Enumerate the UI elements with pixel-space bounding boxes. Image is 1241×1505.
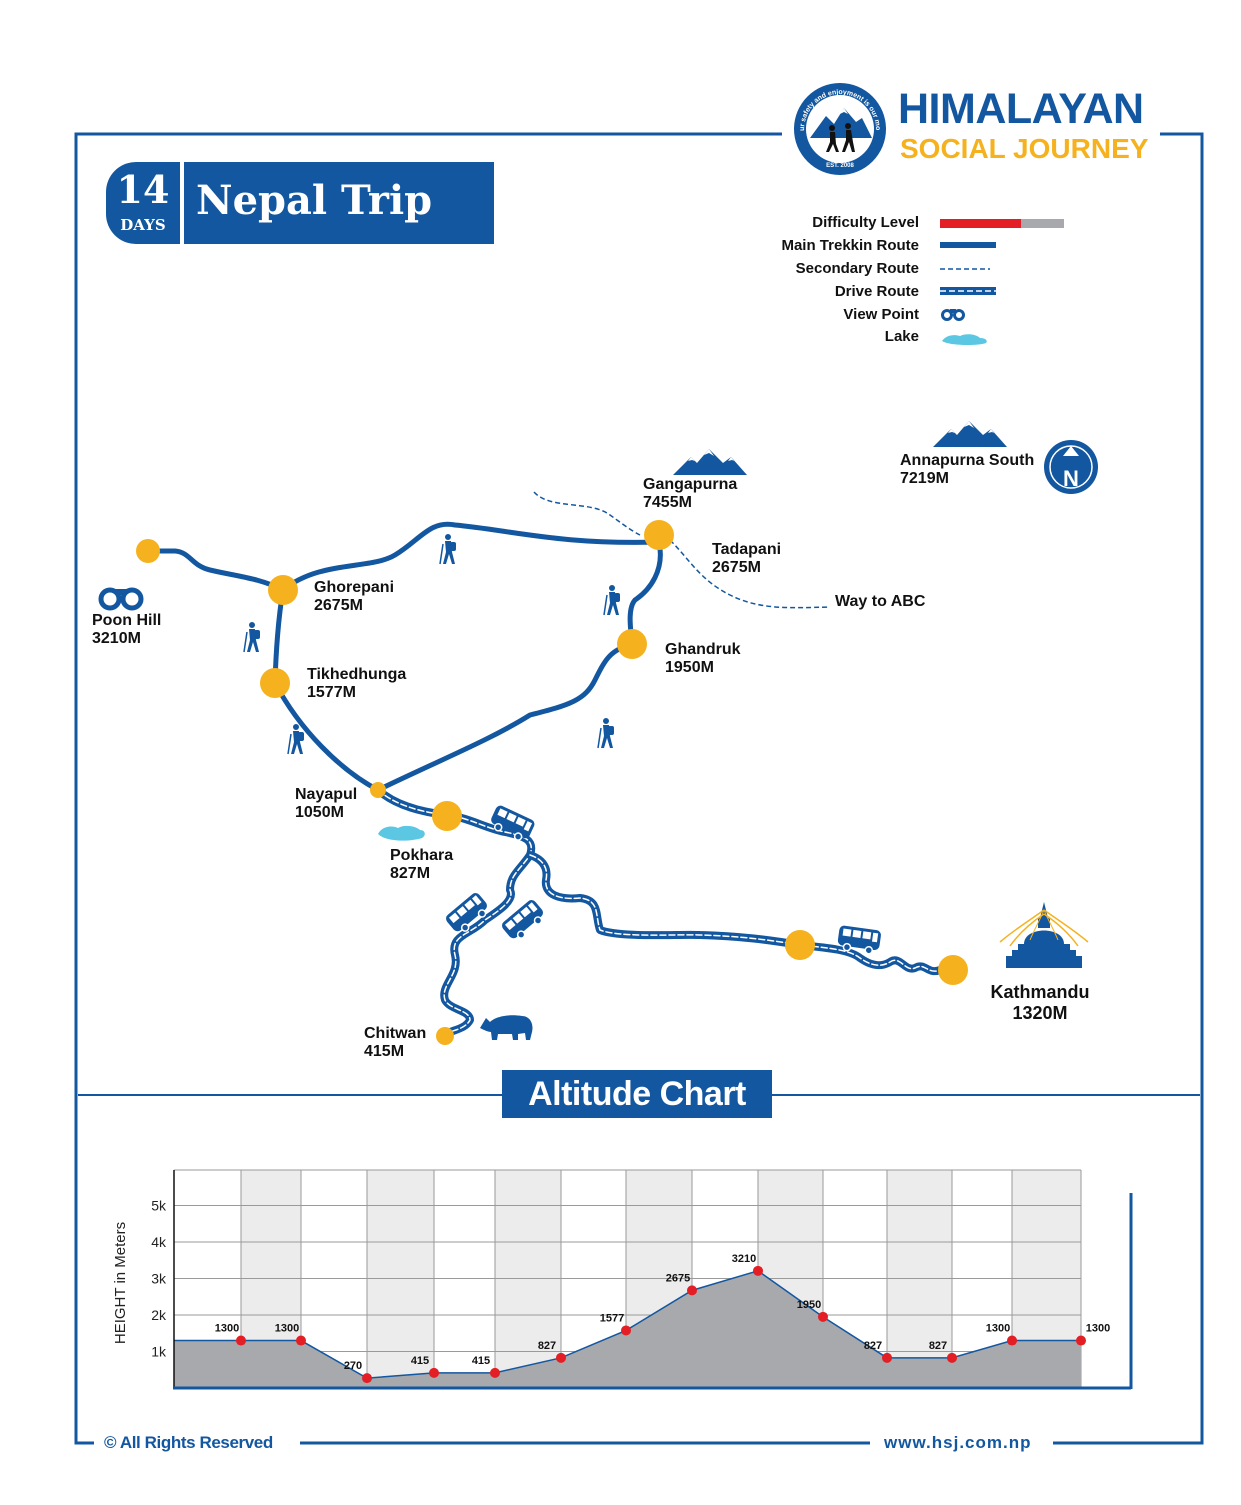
chart-y-tick-label: 3k (151, 1270, 166, 1287)
chart-y-tick-label: 4k (151, 1234, 166, 1250)
tadapani-alt: 2675M (712, 559, 761, 576)
chart-value-label: 1300 (274, 1322, 300, 1335)
ghandruk-alt: 1950M (665, 659, 714, 676)
legend-difficulty-label: Difficulty Level (812, 214, 919, 231)
logo-motto: ur safety and enjoyment is our mo (798, 88, 882, 132)
gangapurna-alt: 7455M (643, 494, 692, 511)
brand-name-line1: HIMALAYAN (898, 85, 1144, 133)
legend-lake-label: Lake (884, 328, 919, 345)
chitwan-name: Chitwan (364, 1025, 427, 1042)
ghorepani-name: Ghorepani (314, 579, 395, 596)
chart-point (753, 1266, 763, 1276)
chart-value-label: 415 (471, 1354, 491, 1367)
chart-value-label: 1300 (985, 1322, 1011, 1335)
chart-y-tick-label: 2k (151, 1307, 166, 1323)
chart-value-label: 827 (863, 1339, 883, 1352)
chart-point (296, 1336, 306, 1346)
chart-point (621, 1325, 631, 1335)
annapurna-south-name: Annapurna South (900, 452, 1035, 469)
label-way-to-abc: Way to ABC (835, 593, 926, 610)
chart-value-label: 827 (928, 1339, 948, 1352)
pokhara-alt: 827M (390, 865, 431, 882)
annapurna-south-alt: 7219M (900, 470, 949, 487)
copyright-text: © All Rights Reserved (104, 1433, 273, 1452)
nayapul-name: Nayapul (295, 786, 358, 803)
chart-point (429, 1368, 439, 1378)
chart-point (490, 1368, 500, 1378)
tikhedhunga-alt: 1577M (307, 684, 356, 701)
chart-point (1007, 1336, 1017, 1346)
chart-value-label: 1577 (599, 1312, 625, 1325)
nayapul-alt: 1050M (295, 804, 344, 821)
chart-y-tick-label: 1k (151, 1343, 166, 1360)
legend-secondary-route-label: Secondary Route (795, 260, 919, 277)
ghandruk-name: Ghandruk (665, 641, 741, 658)
chart-point (556, 1353, 566, 1363)
ghorepani-alt: 2675M (314, 597, 363, 614)
chart-value-label: 2675 (665, 1272, 691, 1285)
chart-value-label: 1300 (1085, 1322, 1111, 1335)
chart-point (1076, 1336, 1086, 1346)
altitude-chart-title-text: Altitude Chart (528, 1075, 746, 1113)
days-label: DAYS (120, 216, 166, 234)
chart-point (236, 1336, 246, 1346)
chart-value-label: 270 (343, 1360, 363, 1373)
y-axis-label: HEIGHT in Meters (112, 1221, 129, 1345)
tadapani-name: Tadapani (712, 541, 782, 558)
poon-hill-alt: 3210M (92, 630, 141, 647)
chart-value-label: 1950 (796, 1298, 822, 1311)
days-number: 14 (116, 167, 170, 212)
chart-point (947, 1353, 957, 1363)
brand-name-line2: SOCIAL JOURNEY (900, 133, 1149, 164)
gangapurna-name: Gangapurna (643, 476, 738, 493)
trip-title-text: Nepal Trip (196, 177, 433, 224)
chart-y-tick-label: 5k (151, 1197, 166, 1214)
chart-point (882, 1353, 892, 1363)
chart-point (818, 1312, 828, 1322)
legend-drive-route-label: Drive Route (834, 283, 919, 300)
chart-value-label: 415 (410, 1354, 430, 1367)
chitwan-alt: 415M (364, 1043, 405, 1060)
chart-point (687, 1285, 697, 1295)
poon-hill-name: Poon Hill (92, 612, 162, 629)
chart-value-label: 3210 (731, 1252, 757, 1265)
chart-value-label: 827 (537, 1339, 557, 1352)
pokhara-name: Pokhara (390, 847, 454, 864)
kathmandu-alt: 1320M (1012, 1003, 1068, 1023)
chart-value-label: 1300 (214, 1322, 240, 1335)
kathmandu-name: Kathmandu (990, 982, 1090, 1002)
tikhedhunga-name: Tikhedhunga (307, 666, 407, 683)
legend-view-point-label: View Point (843, 306, 919, 323)
compass-letter: N (1063, 466, 1079, 491)
chart-point (362, 1373, 372, 1383)
website-link[interactable]: www.hsj.com.np (884, 1433, 1032, 1452)
legend-main-route-label: Main Trekkin Route (781, 237, 919, 254)
logo-est: EST. 2008 (826, 163, 854, 169)
